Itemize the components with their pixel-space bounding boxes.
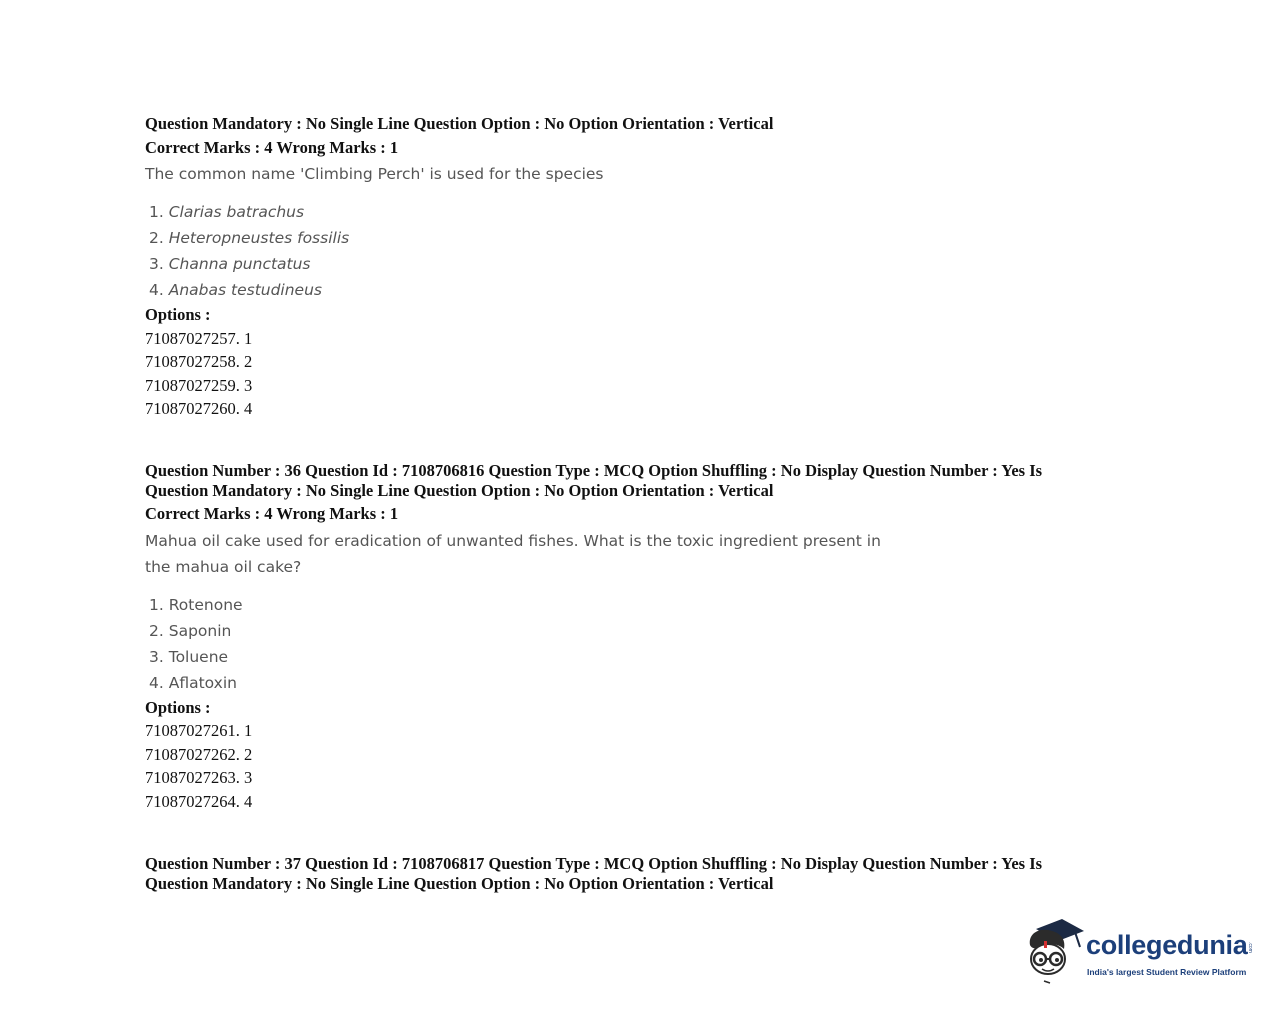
question-text-line: the mahua oil cake? <box>145 557 302 576</box>
choice-number: 2. <box>149 229 164 247</box>
logo-com: .com <box>1247 942 1253 953</box>
question-meta-line: Question Mandatory : No Single Line Question Option : No Option Orientation : Vertical <box>145 873 774 893</box>
question-37-block <box>145 854 1105 893</box>
choice-label: Anabas testudineus <box>168 281 322 299</box>
question-meta-line: Question Mandatory : No Single Line Question Option : No Option Orientation : Vertical <box>145 114 774 133</box>
choice-item <box>149 592 1105 618</box>
choice-label: Heteropneustes fossilis <box>168 229 350 247</box>
question-meta-line: Question Mandatory : No Single Line Question Option : No Option Orientation : Vertical <box>145 480 774 500</box>
question-marks: Correct Marks : 4 Wrong Marks : 1 <box>145 137 399 157</box>
choice-number: 4. <box>149 673 164 692</box>
logo-tagline: India's largest Student Review Platform <box>1087 967 1247 977</box>
choice-label: Channa punctatus <box>168 255 311 273</box>
option-id-row: 71087027259. 3 <box>145 375 253 395</box>
question-35-block <box>145 114 1105 421</box>
choice-item <box>149 277 1105 303</box>
mascot-icon <box>1022 915 1084 987</box>
choice-item <box>149 670 1105 696</box>
choice-list <box>149 199 1105 303</box>
option-id-row: 71087027263. 3 <box>145 768 253 787</box>
choice-number: 1. <box>149 595 164 614</box>
option-id-row: 71087027264. 4 <box>145 791 253 811</box>
collegedunia-logo <box>1022 915 1262 995</box>
option-id-row: 71087027261. 1 <box>145 721 253 740</box>
choice-number: 1. <box>149 203 164 221</box>
options-heading: Options : <box>145 305 211 324</box>
choice-number: 2. <box>149 621 164 640</box>
choice-item <box>149 618 1105 644</box>
option-id-row: 71087027260. 4 <box>145 399 253 418</box>
choice-item <box>149 225 1105 251</box>
question-text <box>145 528 1105 580</box>
option-id-row: 71087027258. 2 <box>145 352 253 371</box>
question-text-line: Mahua oil cake used for eradication of unwanted fishes. What is the toxic ingredient present in <box>145 531 881 550</box>
question-36-block <box>145 461 1105 813</box>
question-meta-line: Question Number : 37 Question Id : 7108706817 Question Type : MCQ Option Shuffling : No Display Question Number : Yes Is <box>145 854 1043 873</box>
question-marks: Correct Marks : 4 Wrong Marks : 1 <box>145 504 399 523</box>
choice-number: 4. <box>149 281 164 299</box>
options-heading: Options : <box>145 697 211 717</box>
choice-list <box>149 592 1105 696</box>
question-meta-line: Question Number : 36 Question Id : 7108706816 Question Type : MCQ Option Shuffling : No Display Question Number : Yes Is <box>145 461 1043 480</box>
choice-item <box>149 251 1105 277</box>
choice-label: Rotenone <box>168 595 243 614</box>
question-text: The common name 'Climbing Perch' is used for the species <box>145 165 604 183</box>
choice-label: Clarias batrachus <box>168 203 305 221</box>
choice-label: Aflatoxin <box>168 673 237 692</box>
choice-number: 3. <box>149 255 164 273</box>
choice-label: Toluene <box>168 647 229 666</box>
option-id-row: 71087027262. 2 <box>145 744 253 764</box>
choice-number: 3. <box>149 647 164 666</box>
logo-wordmark: collegedunia <box>1086 930 1248 960</box>
option-id-row: 71087027257. 1 <box>145 328 253 348</box>
choice-label: Saponin <box>168 621 232 640</box>
choice-item <box>149 644 1105 670</box>
choice-item <box>149 199 1105 225</box>
